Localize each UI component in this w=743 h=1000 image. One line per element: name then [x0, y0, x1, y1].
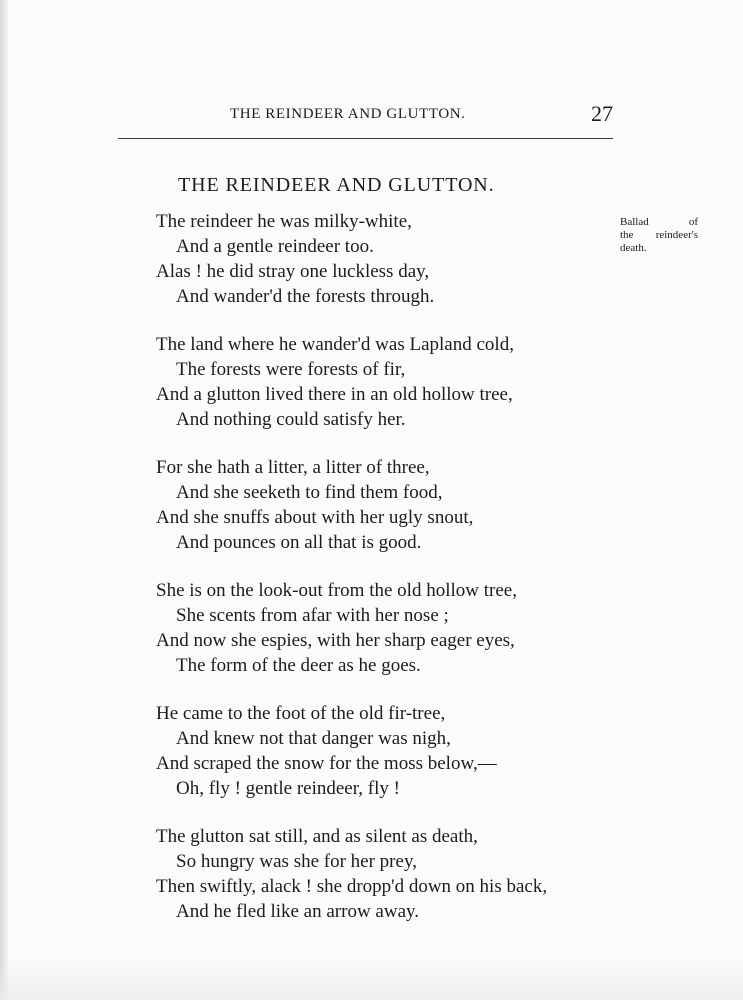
running-title: THE REINDEER AND GLUTTON.: [230, 106, 466, 122]
stanza: [156, 209, 616, 309]
sidenote-line: Ballad of: [620, 216, 698, 228]
poem-line: And knew not that danger was nigh,: [176, 728, 451, 749]
page-edge-shadow: [0, 0, 8, 1000]
poem-line: Then swiftly, alack ! she dropp'd down on his back,: [156, 876, 548, 897]
poem-line: The reindeer he was milky-white,: [156, 211, 412, 232]
header-rule: [118, 138, 613, 139]
poem-line: The land where he wander'd was Lapland cold,: [156, 334, 514, 355]
page-bottom-shade: [0, 960, 743, 1000]
stanza: [156, 824, 616, 924]
poem-line: For she hath a litter, a litter of three,: [156, 457, 430, 478]
poem-line: The glutton sat still, and as silent as death,: [156, 826, 478, 847]
poem-line: And he fled like an arrow away.: [176, 901, 420, 922]
stanza: [156, 578, 616, 678]
margin-sidenote: [620, 216, 698, 255]
poem-line: The forests were forests of fir,: [176, 359, 406, 380]
stanza: [156, 332, 616, 432]
poem-line: So hungry was she for her prey,: [176, 851, 417, 872]
poem-line: And a glutton lived there in an old hollow tree,: [156, 384, 513, 405]
poem-body: [156, 209, 616, 947]
running-header: [118, 101, 613, 128]
poem-line: She is on the look-out from the old hollow tree,: [156, 580, 517, 601]
sidenote-line: death.: [620, 242, 647, 254]
poem-line: And wander'd the forests through.: [176, 286, 435, 307]
poem-line: And a gentle reindeer too.: [176, 236, 374, 257]
poem-line: And pounces on all that is good.: [176, 532, 422, 553]
stanza: [156, 455, 616, 555]
poem-line: He came to the foot of the old fir-tree,: [156, 703, 446, 724]
poem-line: And now she espies, with her sharp eager eyes,: [156, 630, 515, 651]
poem-line: Alas ! he did stray one luckless day,: [156, 261, 430, 282]
poem-line: Oh, fly ! gentle reindeer, fly !: [176, 778, 400, 799]
sidenote-line: the reindeer's: [620, 229, 698, 241]
page-number: 27: [591, 101, 613, 126]
poem-line: And nothing could satisfy her.: [176, 409, 406, 430]
poem-line: And she snuffs about with her ugly snout,: [156, 507, 474, 528]
poem-line: She scents from afar with her nose ;: [176, 605, 449, 626]
poem-line: And she seeketh to find them food,: [176, 482, 443, 503]
stanza: [156, 701, 616, 801]
poem-line: The form of the deer as he goes.: [176, 655, 421, 676]
poem-title: THE REINDEER AND GLUTTON.: [178, 174, 495, 196]
poem-line: And scraped the snow for the moss below,—: [156, 753, 497, 774]
